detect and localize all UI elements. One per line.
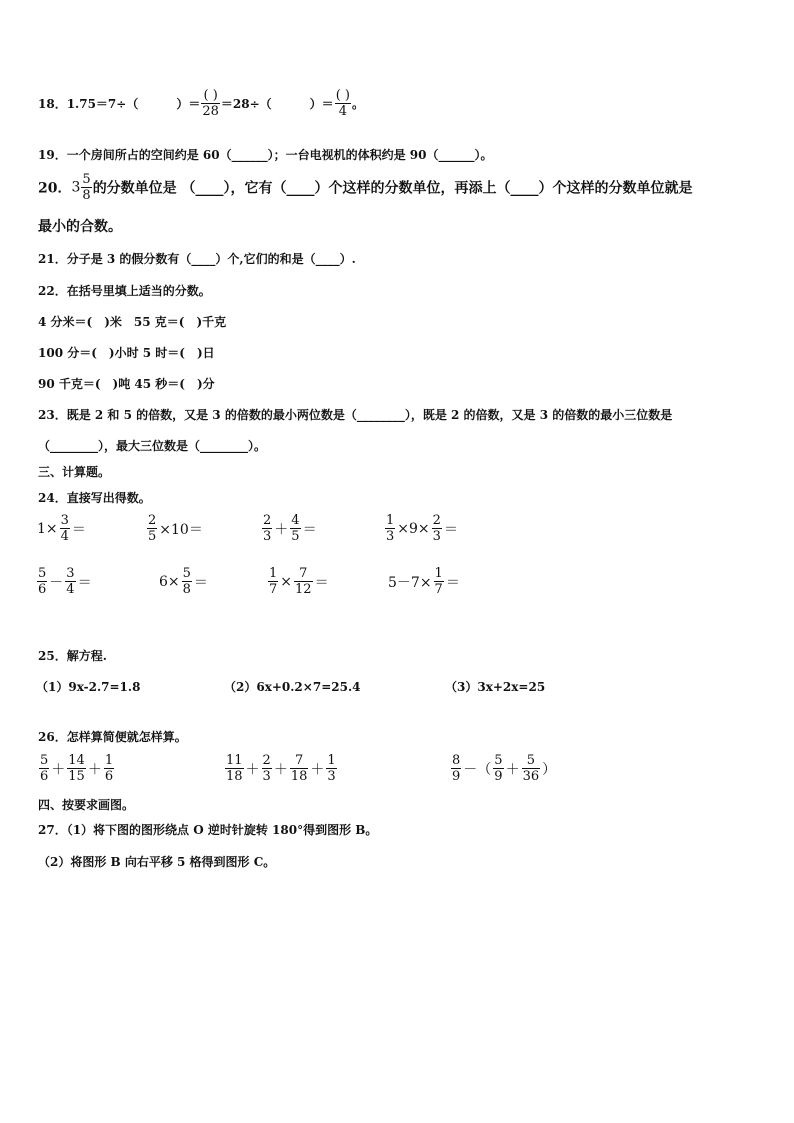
- question-19: 19．一个房间所占的空间约是 60（______）；一台电视机的体积约是 90（______）。: [38, 148, 493, 162]
- question-24-title: 24．直接写出得数。: [38, 491, 151, 505]
- question-26-title: 26．怎样算简便就怎样算。: [38, 730, 187, 744]
- q24-item-3: $\frac{2}{3}$ ＋ $\frac{4}{5}$ ＝: [263, 513, 317, 544]
- question-21: 21．分子是 3 的假分数有（____）个,它们的和是（____）.: [38, 252, 356, 266]
- question-27-line1: 27．（1）将下图的图形绕点 O 逆时针旋转 180°得到图形 B。: [38, 823, 378, 837]
- question-18: 18．1.75＝7÷（ ）＝ $\frac{( )}{28}$ ＝28÷（ ）＝ $\frac{( )}{4}$ 。: [38, 88, 364, 119]
- q24-item-1: 1× $\frac{3}{4}$ ＝: [37, 513, 86, 544]
- question-23-line2: （________），最大三位数是（________）。: [38, 439, 267, 453]
- q22-row: 4 分米＝( )米 55 克＝( )千克: [38, 315, 227, 329]
- q26-expression-3: $\frac{8}{9}$ －（ $\frac{5}{9}$ ＋ $\frac{5}{36}$ ）: [452, 753, 557, 784]
- question-20: 20．3 $\frac{5}{8}$ 的分数单位是 （____），它有（____）个这样的分数单位，再添上（____）个这样的分数单位就是: [38, 172, 693, 203]
- q18-prefix: 18．1.75＝7÷（: [38, 97, 139, 111]
- q24-item-6: 6× $\frac{5}{8}$ ＝: [159, 566, 208, 597]
- q22-row: 90 千克＝( )吨 45 秒＝( )分: [38, 377, 215, 391]
- q25-part-2: （2）6x+0.2×7=25.4: [224, 680, 361, 694]
- mixed-number-whole: 3: [71, 179, 81, 196]
- q24-item-7: $\frac{1}{7}$ × $\frac{7}{12}$ ＝: [269, 566, 329, 597]
- q18-fraction-2: $\frac{( )}{4}$: [335, 88, 350, 119]
- question-22-title: 22．在括号里填上适当的分数。: [38, 284, 211, 298]
- q20-fraction: $\frac{5}{8}$: [82, 172, 91, 203]
- q24-item-4: $\frac{1}{3}$ ×9× $\frac{2}{3}$ ＝: [386, 513, 458, 544]
- question-27-line2: （2）将图形 B 向右平移 5 格得到图形 C。: [38, 855, 276, 869]
- section-3-heading: 三、计算题。: [38, 465, 111, 479]
- q24-item-8: 5－7× $\frac{1}{7}$ ＝: [388, 566, 460, 597]
- q26-expression-1: $\frac{5}{6}$ ＋ $\frac{14}{15}$ ＋ $\frac{1}{6}$: [40, 753, 114, 784]
- q18-mid1: ）＝: [176, 97, 201, 111]
- q18-mid2: ＝28÷（: [220, 97, 272, 111]
- q24-item-5: $\frac{5}{6}$ － $\frac{3}{4}$ ＝: [38, 566, 92, 597]
- q25-part-1: （1）9x-2.7=1.8: [36, 680, 141, 694]
- q26-expression-2: $\frac{11}{18}$ ＋ $\frac{2}{3}$ ＋ $\frac{7}{18}$ ＋ $\frac{1}{3}$: [226, 753, 336, 784]
- question-20-line2: 最小的合数。: [38, 219, 122, 235]
- q24-item-2: $\frac{2}{5}$ ×10＝: [148, 513, 203, 544]
- section-4-heading: 四、按要求画图。: [38, 798, 135, 812]
- q22-row: 100 分＝( )小时 5 时＝( )日: [38, 346, 215, 360]
- question-23-line1: 23．既是 2 和 5 的倍数，又是 3 的倍数的最小两位数是（________），既是 2 的倍数，又是 3 的倍数的最小三位数是: [38, 408, 673, 422]
- q18-mid3: ）＝: [309, 97, 334, 111]
- q25-part-3: （3）3x+2x=25: [445, 680, 546, 694]
- q18-fraction-1: $\frac{( )}{28}$: [202, 88, 219, 119]
- question-25-title: 25．解方程.: [38, 649, 107, 663]
